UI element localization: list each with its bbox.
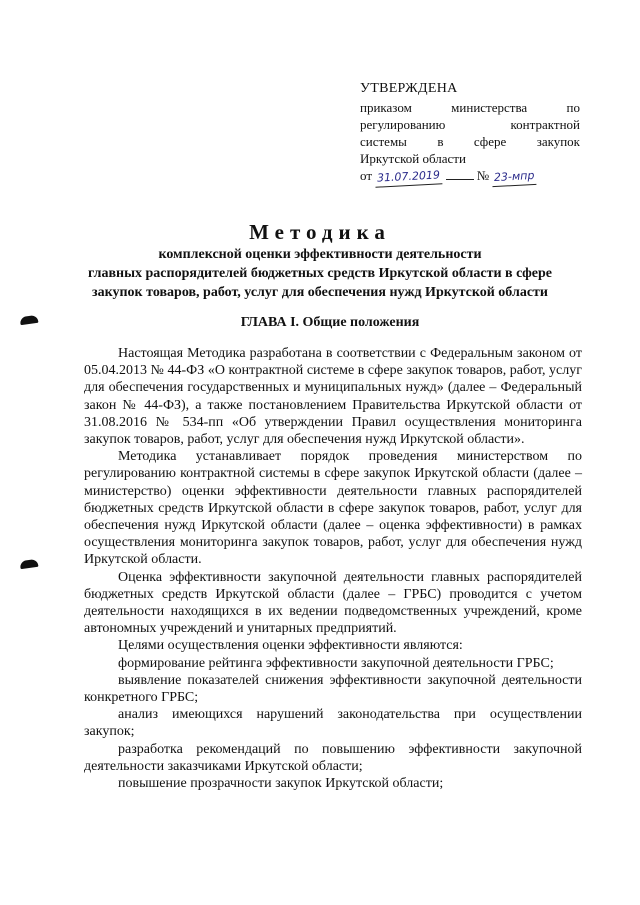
paragraph: Методика устанавливает порядок проведения министерством по регулированию контрактной системы в сфере закупок Иркутской области (далее – министерство) оценки эффективности деятельности главных распорядителей бюджетных средств Иркутской области в сфере закупок товаров, работ, услуг для обеспечения нужд Иркутской области (далее – оценка эффективности) в рамках осуществления мониторинга закупок товаров, работ, услуг для обеспечения нужд Иркутской области.	[84, 449, 582, 568]
approval-line: регулированию контрактной	[360, 117, 580, 132]
list-item: повышение прозрачности закупок Иркутской области;	[118, 776, 444, 792]
list-item: формирование рейтинга эффективности закупочной деятельности ГРБС;	[118, 655, 554, 671]
paragraph: Целями осуществления оценки эффективности являются:	[118, 638, 463, 654]
paragraph: Настоящая Методика разработана в соответствии с Федеральным законом от 05.04.2013 № 44-ФЗ «О контрактной системе в сфере закупок товаров, работ, услуг для обеспечения государственных и муниципальных нужд» (далее – Федеральный закон № 44-ФЗ), а также постановлением Правительства Иркутской области от 31.08.2016 № 534-пп «Об утверждении Правил осуществления мониторинга закупок товаров, работ, услуг для обеспечения нужд Иркутской области».	[84, 346, 582, 448]
approval-stamp	[360, 80, 580, 186]
date-prefix: от	[360, 168, 373, 183]
document-title: Методика	[249, 220, 391, 244]
approval-heading: УТВЕРЖДЕНА	[360, 81, 458, 96]
subtitle-line: закупок товаров, работ, услуг для обеспечения нужд Иркутской области	[92, 285, 548, 300]
list-item: анализ имеющихся нарушений законодательства при осуществлении закупок;	[84, 707, 582, 740]
list-item: выявление показателей снижения эффективности закупочной деятельности конкретного ГРБС;	[84, 672, 582, 706]
handwritten-number: 23-мпр	[492, 167, 537, 187]
number-prefix: №	[476, 168, 490, 183]
document-body	[84, 345, 582, 792]
document-subtitle	[40, 245, 600, 302]
underline-blank	[446, 179, 474, 180]
subtitle-line: комплексной оценки эффективности деятельности	[158, 247, 482, 262]
approval-line: приказом министерства по	[360, 100, 580, 115]
approval-line: системы в сфере закупок	[360, 134, 580, 149]
chapter-heading: ГЛАВА I. Общие положения	[240, 315, 420, 330]
handwritten-date: 31.07.2019	[375, 166, 443, 187]
approval-date-line	[360, 167, 580, 186]
subtitle-line: главных распорядителей бюджетных средств Иркутской области в сфере	[87, 266, 553, 281]
hole-punch-mark	[20, 559, 39, 569]
list-item: разработка рекомендаций по повышению эффективности закупочной деятельности заказчиками Иркутской области;	[84, 741, 582, 774]
approval-line: Иркутской области	[360, 151, 466, 166]
paragraph: Оценка эффективности закупочной деятельности главных распорядителей бюджетных средств Иркутской области (далее – ГРБС) проводится с учетом деятельности находящихся в их ведении подведомственных учреждений, кроме автономных учреждений и унитарных предприятий.	[84, 569, 582, 637]
